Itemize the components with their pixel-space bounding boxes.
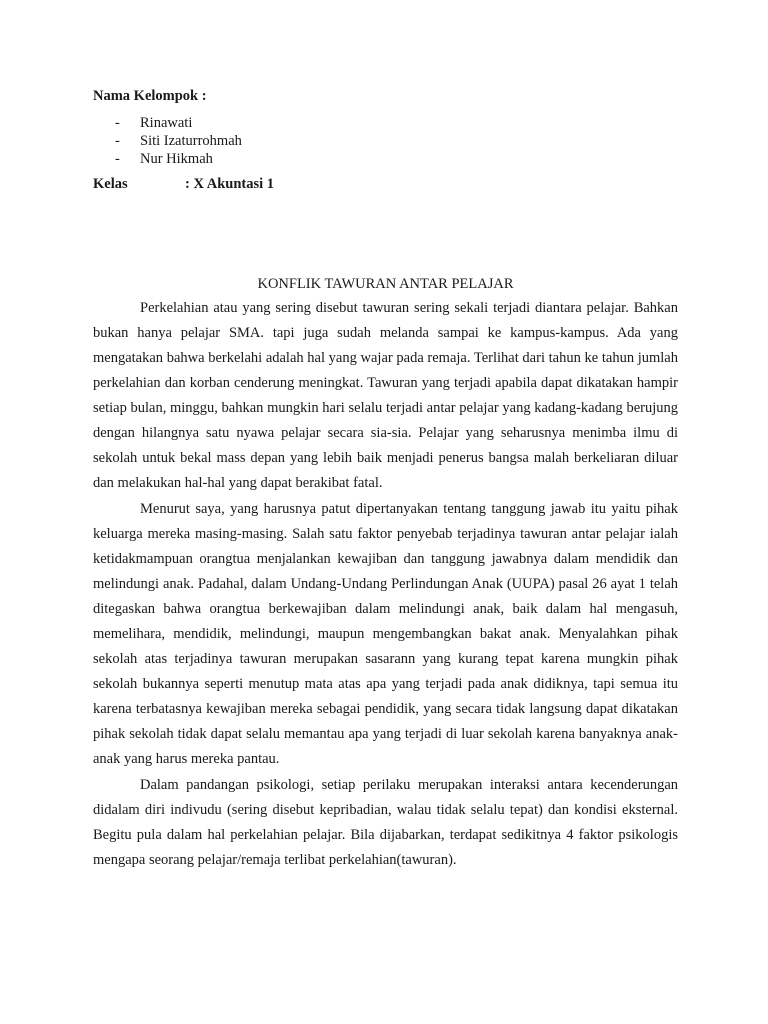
member-item	[93, 150, 678, 168]
class-value: : X Akuntasi 1	[185, 176, 275, 192]
paragraph: Menurut saya, yang harusnya patut dipertanyakan tentang tanggung jawab itu yaitu pihak keluarga mereka masing-masing. Salah satu faktor penyebab terjadinya tawuran antar pelajar ialah ketidakmampuan orangtua menjalankan kewajiban dan tanggung jawabnya dalam mendidik dan melindungi anak. Padahal, dalam Undang-Undang Perlindungan Anak (UUPA) pasal 26 ayat 1 telah ditegaskan bahwa orangtua berkewajiban dalam melindungi anak, baik dalam hal mengasuh, memelihara, mendidik, melindungi, maupun mengembangkan bakat anak. Menyalahkan pihak sekolah atas terjadinya tawuran merupakan sasarann yang kurang tepat karena mungkin pihak sekolah bukannya seperti menutup mata atas apa yang terjadi pada anak didiknya, tapi semua itu karena terbatasnya kewajiban mereka sebagai pendidik, yang secara tidak langsung dapat dikatakan pihak sekolah tidak dapat selalu memantau apa yang terjadi di luar sekolah karena banyaknya anak-anak yang harus mereka pantau.	[93, 501, 678, 767]
document-page	[93, 86, 678, 874]
member-item	[93, 114, 678, 132]
member-name: Siti Izaturrohmah	[140, 133, 242, 149]
member-item	[93, 132, 678, 150]
member-bullet: -	[115, 151, 120, 167]
paragraph: Perkelahian atau yang sering disebut tawuran sering sekali terjadi diantara pelajar. Bahkan bukan hanya pelajar SMA. tapi juga sudah melanda sampai ke kampus-kampus. Ada yang mengatakan bahwa berkelahi adalah hal yang wajar pada remaja. Terlihat dari tahun ke tahun jumlah perkelahian dan korban cenderung meningkat. Tawuran yang terjadi apabila dapat dikatakan hampir setiap bulan, minggu, bahkan mungkin hari selalu terjadi antar pelajar yang kadang-kadang berujung dengan hilangnya satu nyawa pelajar secara sia-sia. Pelajar yang seharusnya menimba ilmu di sekolah untuk bekal mass depan yang lebih baik menjadi penerus bangsa malah berkeliaran diluar dan melakukan hal-hal yang dapat berakibat fatal.	[93, 300, 678, 491]
class-label: Kelas	[93, 176, 128, 192]
member-bullet: -	[115, 133, 120, 149]
paragraph: Dalam pandangan psikologi, setiap perilaku merupakan interaksi antara kecenderungan didalam diri indivudu (sering disebut kepribadian, walau tidak selalu tepat) dan kondisi eksternal. Begitu pula dalam hal perkelahian pelajar. Bila dijabarkan, terdapat sedikitnya 4 faktor psikologis mengapa seorang pelajar/remaja terlibat perkelahian(tawuran).	[93, 777, 678, 868]
member-name: Nur Hikmah	[140, 151, 213, 167]
group-name-label: Nama Kelompok :	[93, 88, 207, 104]
member-name: Rinawati	[140, 115, 193, 131]
member-bullet: -	[115, 115, 120, 131]
member-list	[93, 114, 678, 168]
class-row	[93, 174, 678, 194]
document-title: KONFLIK TAWURAN ANTAR PELAJAR	[257, 276, 514, 292]
